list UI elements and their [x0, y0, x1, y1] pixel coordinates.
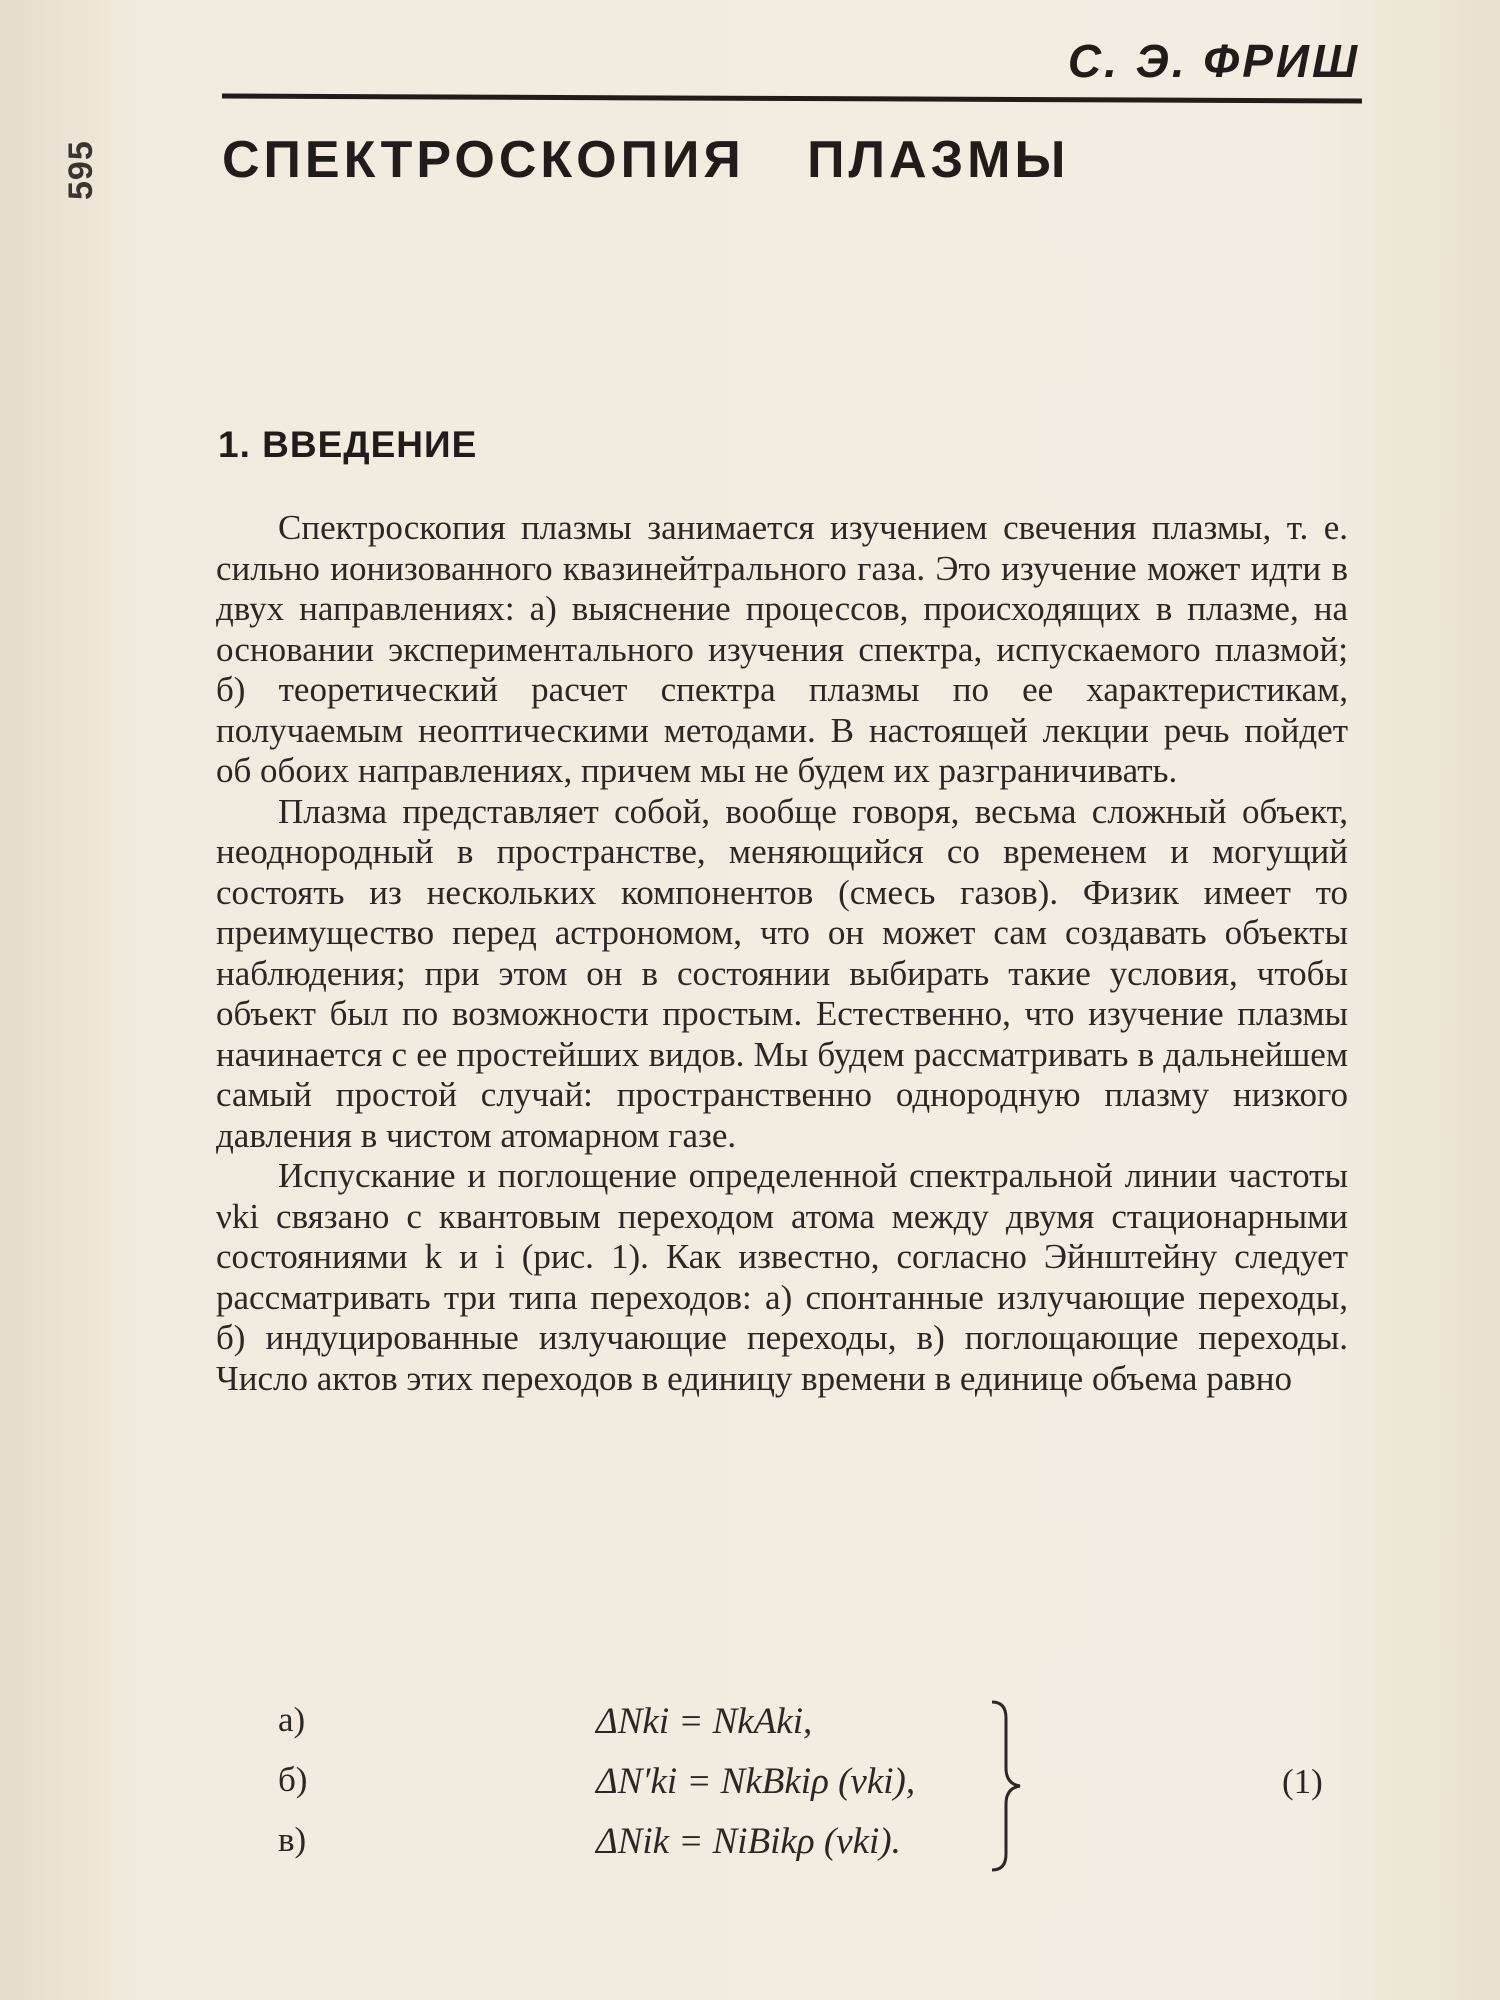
- equation-label: б): [278, 1760, 308, 1799]
- equation-formula: ΔN′ki = NkBkiρ (νki),: [596, 1761, 916, 1802]
- paragraph: Испускание и поглощение определенной спектральной линии частоты νki связано с квантовым переходом атома между двумя стационарными состояниями k и i (рис. 1). Как известно, согласно Эйнштейну следует рассматривать три типа переходов: а) спонтанные излучающие переходы, б) индуцированные излучающие переходы, в) поглощающие переходы. Число актов этих переходов в единицу времени в единице объема равно: [216, 1156, 1348, 1398]
- paragraph: Спектроскопия плазмы занимается изучением свечения плазмы, т. е. сильно ионизованного квазинейтрального газа. Это изучение может идти в двух направлениях: а) выяснение процессов, происходящих в плазме, на основании экспериментального изучения спектра, испускаемого плазмой; б) теоретический расчет спектра плазмы по ее характеристикам, получаемым неоптическими методами. В настоящей лекции речь пойдет об обоих направлениях, причем мы не будем их разграничивать.: [216, 508, 1348, 790]
- author-name: С. Э. ФРИШ: [1067, 35, 1360, 87]
- page-title: СПЕКТРОСКОПИЯ ПЛАЗМЫ: [222, 131, 1070, 189]
- page-number: 595: [62, 140, 100, 200]
- equation-formula: ΔNki = NkAki,: [596, 1701, 813, 1742]
- equation-number: (1): [1282, 1762, 1323, 1801]
- equation-formula: ΔNik = NiBikρ (νki).: [596, 1821, 901, 1862]
- paragraph: Плазма представляет собой, вообще говоря, весьма сложный объект, неоднородный в пространстве, меняющийся со временем и могущий состоять из нескольких компонентов (смесь газов). Физик имеет то преимущество перед астрономом, что он может сам создавать объекты наблюдения; при этом он в состоянии выбирать такие условия, чтобы объект был по возможности простым. Естественно, что изучение плазмы начинается с ее простейших видов. Мы будем рассматривать в дальнейшем самый простой случай: пространственно однородную плазму низкого давления в чистом атомарном газе.: [216, 791, 1348, 1155]
- header-rule: [222, 94, 1362, 104]
- equation-block: [216, 1700, 1356, 1870]
- equation-label: в): [278, 1820, 307, 1859]
- body-text: [216, 508, 1348, 1399]
- equation-row: [216, 1700, 1356, 1752]
- equation-row: [216, 1820, 1356, 1872]
- equation-label: а): [278, 1700, 306, 1739]
- right-brace-icon: [986, 1698, 1026, 1874]
- section-heading: 1. ВВЕДЕНИЕ: [218, 424, 478, 465]
- equation-row: [216, 1760, 1356, 1812]
